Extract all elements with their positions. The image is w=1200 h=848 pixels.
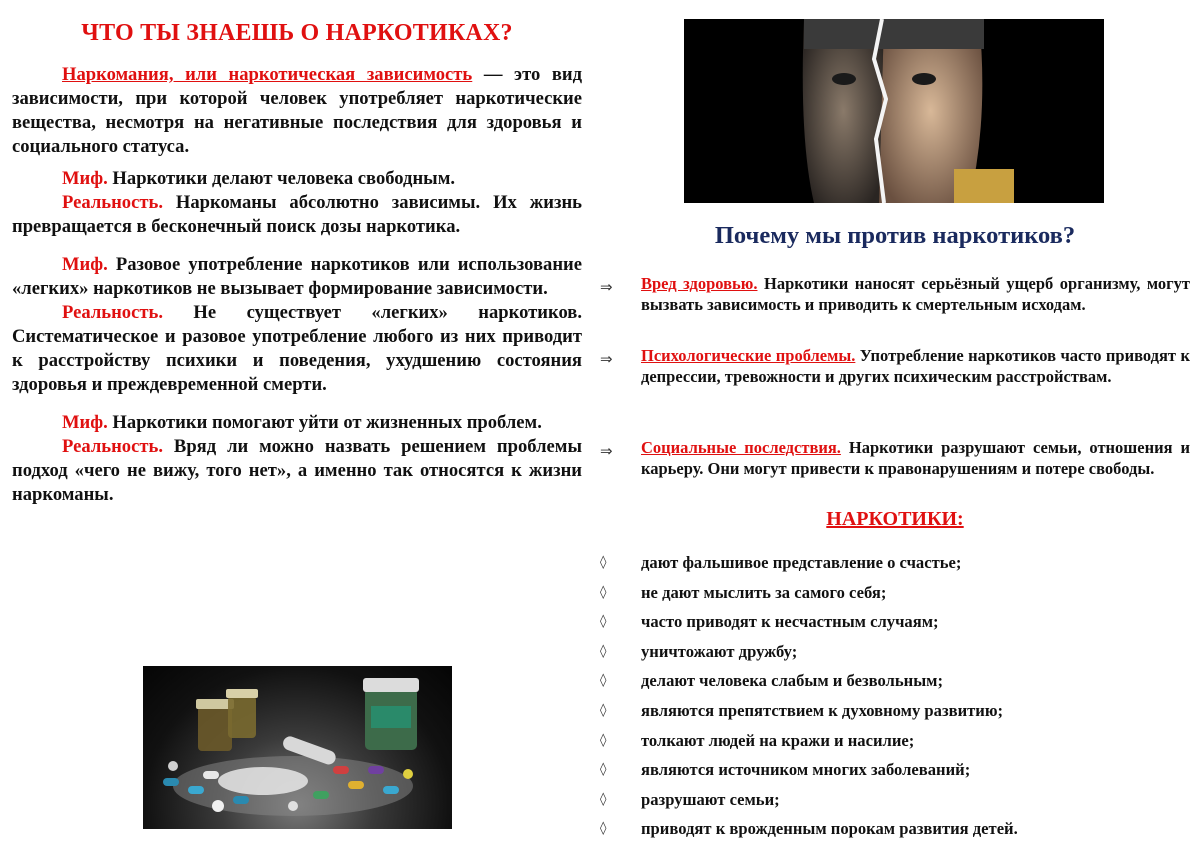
list-item: ◊ являются источником многих заболеваний; xyxy=(600,755,1190,785)
diamond-bullet-icon: ◊ xyxy=(600,643,607,659)
diamond-bullet-icon: ◊ xyxy=(600,821,607,837)
face-split-photo xyxy=(684,19,1104,203)
myth-text: Наркотики делают человека свободным. xyxy=(107,168,456,189)
list-item: ◊ делают человека слабым и безвольным; xyxy=(600,666,1190,696)
reality-label: Реальность. xyxy=(62,436,163,457)
myth-label: Миф. xyxy=(62,412,108,433)
list-item: ◊ не дают мыслить за самого себя; xyxy=(600,578,1190,608)
section-subtitle: Почему мы против наркотиков? xyxy=(714,222,1076,249)
list-item: ◊ дают фальшивое представление о счастье; xyxy=(600,548,1190,578)
reality-2 xyxy=(12,301,582,397)
reality-3 xyxy=(12,435,582,507)
diamond-bullet-icon: ◊ xyxy=(600,584,607,600)
reality-text: Вряд ли можно назвать решением проблемы подход «чего не вижу, того нет», а именно так относятся к жизни наркоманы. xyxy=(12,436,582,505)
reason-text: Употребление наркотиков часто приводят к депрессии, тревожности и других психическим расстройствам. xyxy=(641,346,1190,386)
narcotics-list xyxy=(600,548,1190,844)
diamond-bullet-icon: ◊ xyxy=(600,673,607,689)
arrow-icon: ⇒ xyxy=(600,442,613,460)
intro-term: Наркомания, или наркотическая зависимость xyxy=(62,64,473,85)
reality-1 xyxy=(12,191,582,239)
list-item: ◊ уничтожают дружбу; xyxy=(600,637,1190,667)
diamond-bullet-icon: ◊ xyxy=(600,732,607,748)
reality-label: Реальность. xyxy=(62,192,163,213)
myth-text: Разовое употребление наркотиков или использование «легких» наркотиков не вызывает формирование зависимости. xyxy=(12,254,582,299)
myth-1 xyxy=(12,167,582,191)
arrow-icon: ⇒ xyxy=(600,350,613,368)
reason-item xyxy=(600,346,1190,387)
reality-text: Наркоманы абсолютно зависимы. Их жизнь превращается в бесконечный поиск дозы наркотика. xyxy=(12,192,582,237)
diamond-bullet-icon: ◊ xyxy=(600,791,607,807)
reason-text: Наркотики разрушают семьи, отношения и карьеру. Они могут привести к правонарушениям и потере свободы. xyxy=(641,438,1190,478)
myth-label: Миф. xyxy=(62,254,108,275)
list-item: ◊ разрушают семьи; xyxy=(600,785,1190,815)
list-item: ◊ часто приводят к несчастным случаям; xyxy=(600,607,1190,637)
myth-text: Наркотики помогают уйти от жизненных проблем. xyxy=(107,412,542,433)
reason-term: Психологические проблемы. xyxy=(641,346,856,365)
pills-illustration xyxy=(143,666,452,829)
myth-label: Миф. xyxy=(62,168,108,189)
arrow-icon: ⇒ xyxy=(600,278,613,296)
left-column xyxy=(12,14,582,507)
reason-term: Социальные последствия. xyxy=(641,438,841,457)
intro-paragraph xyxy=(12,63,582,159)
intro-text: — это вид зависимости, при которой человек употребляет наркотические вещества, несмотря на негативные последствия для здоровья и социального статуса. xyxy=(12,64,583,157)
narcotics-heading: НАРКОТИКИ: xyxy=(826,508,964,530)
myth-3 xyxy=(12,411,582,435)
reason-item xyxy=(600,274,1190,315)
list-item: ◊ приводят к врожденным порокам развития детей. xyxy=(600,814,1190,844)
reason-item xyxy=(600,438,1190,479)
pills-photo xyxy=(143,666,452,829)
face-illustration xyxy=(684,19,1104,203)
diamond-bullet-icon: ◊ xyxy=(600,555,607,570)
list-item: ◊ являются препятствием к духовному развитию; xyxy=(600,696,1190,726)
reality-text: Не существует «легких» наркотиков. Систематическое и разовое употребление любого из них приводит к расстройству психики и поведения, ухудшению состояния здоровья и преждевременной смерти. xyxy=(12,302,582,395)
diamond-bullet-icon: ◊ xyxy=(600,614,607,630)
diamond-bullet-icon: ◊ xyxy=(600,762,607,778)
reality-label: Реальность. xyxy=(62,302,163,323)
reason-term: Вред здоровью. xyxy=(641,274,758,293)
myth-2 xyxy=(12,253,582,301)
page-title: ЧТО ТЫ ЗНАЕШЬ О НАРКОТИКАХ? xyxy=(81,20,513,46)
diamond-bullet-icon: ◊ xyxy=(600,702,607,718)
reason-text: Наркотики наносят серьёзный ущерб организму, могут вызвать зависимость и приводить к смертельным исходам. xyxy=(641,274,1190,314)
list-item: ◊ толкают людей на кражи и насилие; xyxy=(600,726,1190,756)
